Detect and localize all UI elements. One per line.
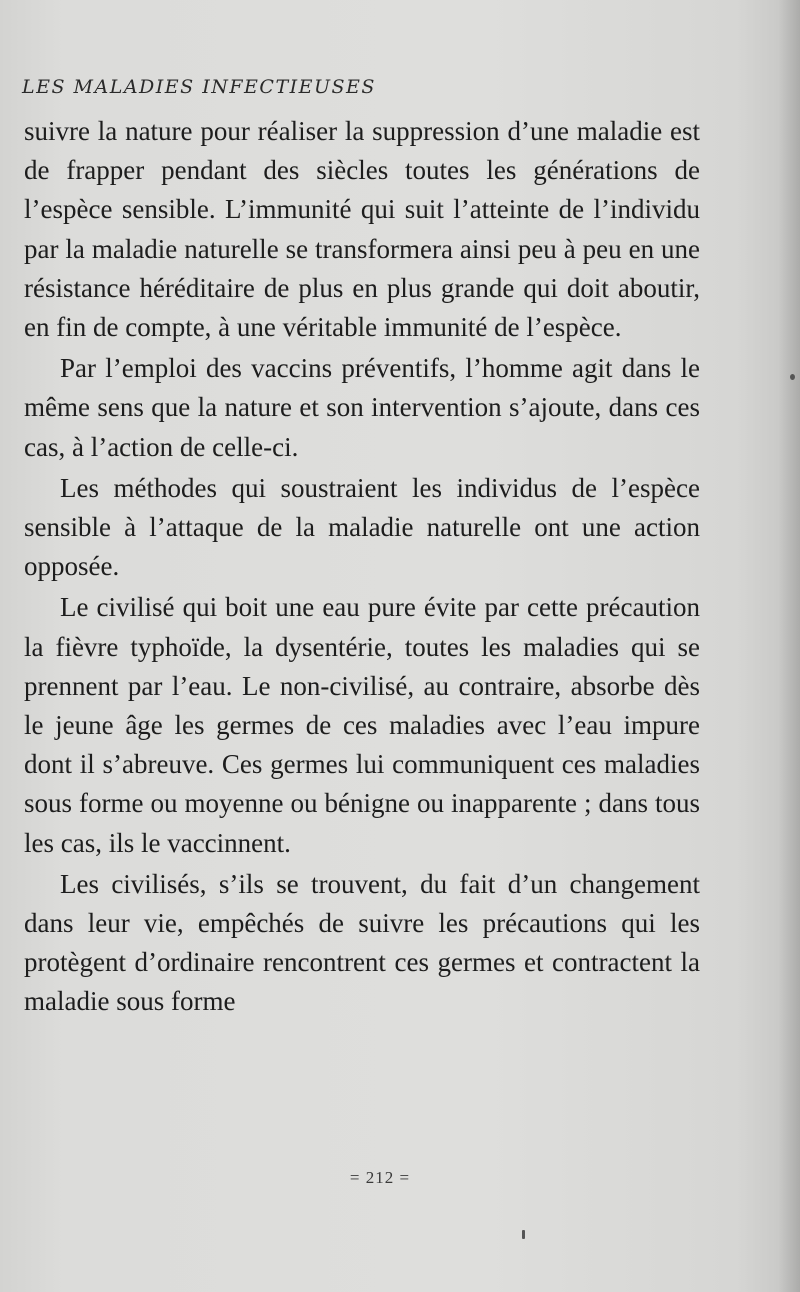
page-gutter-shadow [778,0,800,1292]
paragraph: Les méthodes qui soustraient les individus de l’espèce sensible à l’attaque de la maladie naturelle ont une action opposée. [24,472,700,582]
paragraph: Le civilisé qui boit une eau pure évite par cette précaution la fièvre typhoïde, la dysentérie, toutes les maladies qui se prennent par l’eau. Le non-civilisé, au contraire, absorbe dès le jeune âge les germes de ces maladies avec l’eau impure dont il s’abreuve. Ces germes lui communiquent ces maladies sous forme ou moyenne ou bénigne ou inapparente ; dans tous les cas, ils le vaccinnent. [24,592,700,858]
running-head: LES MALADIES INFECTIEUSES [22,76,376,98]
paragraph: Les civilisés, s’ils se trouvent, du fait d’un changement dans leur vie, empêchés de suivre les précautions qui les protègent d’ordinaire rencontrent ces germes et contractent la maladie sous forme [24,868,700,1017]
body-text [24,112,700,1022]
ink-speck [790,374,795,380]
page-number: = 212 = [349,1168,411,1187]
paragraph: Par l’emploi des vaccins préventifs, l’homme agit dans le même sens que la nature et son intervention s’ajoute, dans ces cas, à l’action de celle-ci. [24,353,700,462]
paragraph-continuation: suivre la nature pour réaliser la suppression d’une maladie est de frapper pendant des siècles toutes les générations de l’espèce sensible. L’immunité qui suit l’atteinte de l’individu par la maladie naturelle se transformera ainsi peu à peu en une résistance héréditaire de plus en plus grande qui doit aboutir, en fin de compte, à une véritable immunité de l’espèce. [24,116,700,343]
ink-speck [522,1230,525,1239]
